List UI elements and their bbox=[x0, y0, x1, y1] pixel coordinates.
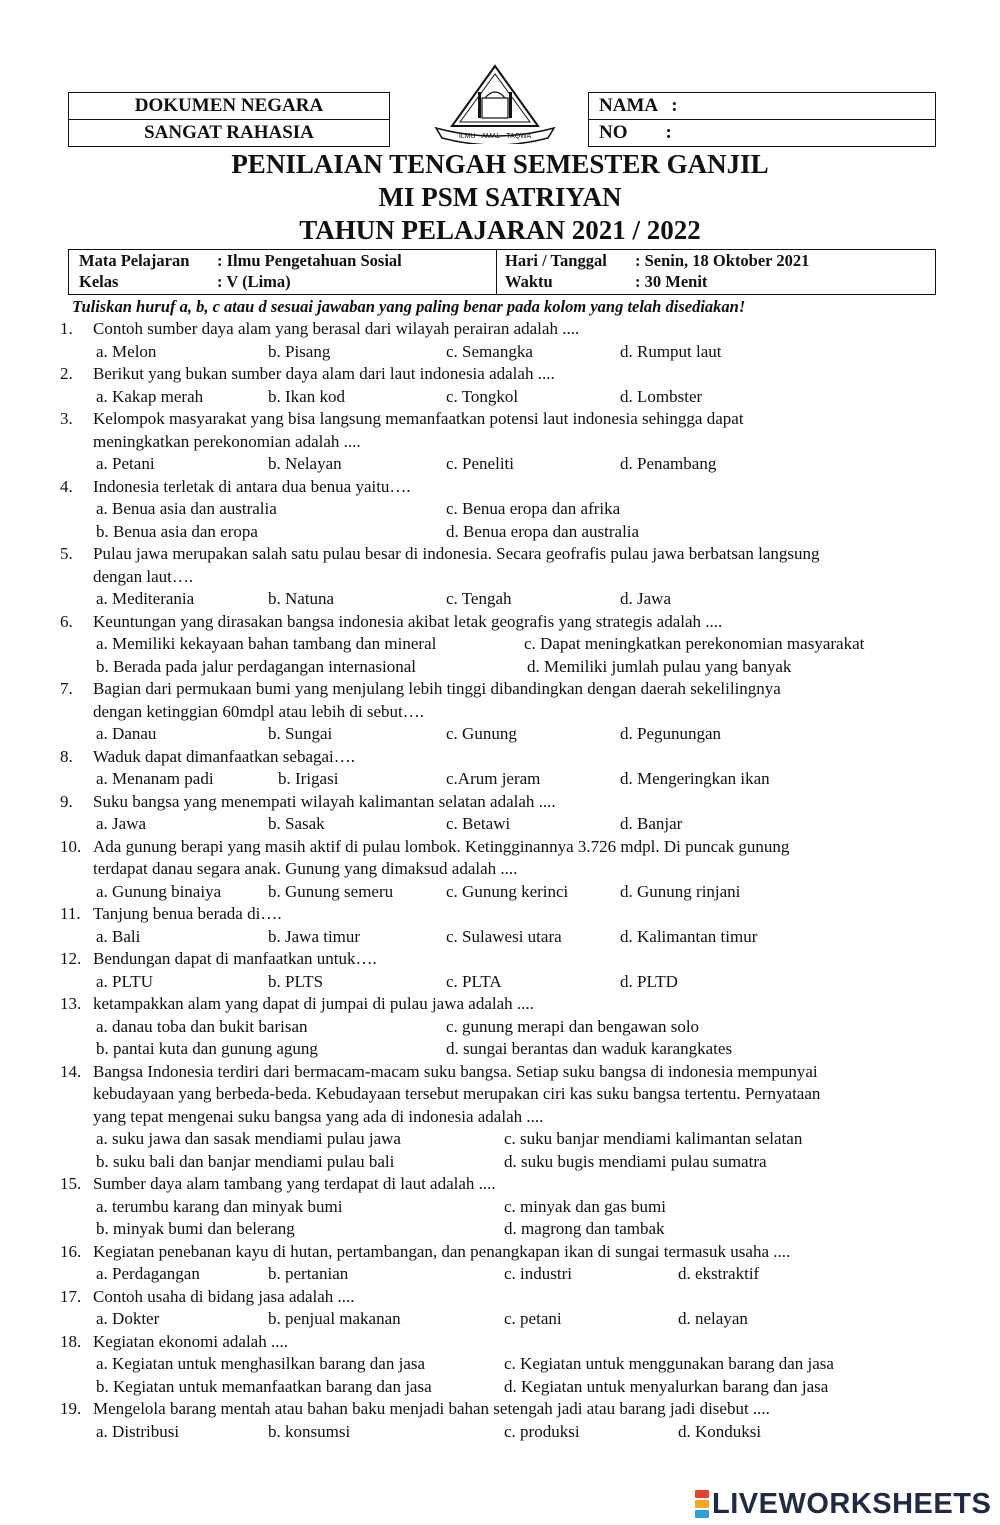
answer-option[interactable]: a. terumbu karang dan minyak bumi bbox=[96, 1196, 343, 1216]
question-text bbox=[60, 948, 950, 971]
question-line: Waduk dapat dimanfaatkan sebagai…. bbox=[93, 746, 356, 766]
date-value: : Senin, 18 Oktober 2021 bbox=[635, 251, 810, 270]
answer-options-row bbox=[60, 588, 950, 611]
answer-options-row bbox=[60, 1308, 950, 1331]
answer-option[interactable]: c. Tengah bbox=[446, 589, 512, 608]
answer-option[interactable]: a. suku jawa dan sasak mendiami pulau jawa bbox=[96, 1129, 401, 1148]
mark-bar bbox=[695, 1490, 709, 1498]
answer-options-row bbox=[60, 633, 950, 656]
answer-option[interactable]: a. Melon bbox=[96, 341, 157, 361]
answer-option[interactable]: c. minyak dan gas bumi bbox=[504, 1196, 666, 1216]
question-text bbox=[60, 858, 950, 881]
question-number: 3. bbox=[60, 409, 73, 428]
question-line: kebudayaan yang berbeda-beda. Kebudayaan tersebut merupakan ciri kas suku bangsa tertentu. Pernyataan bbox=[93, 1084, 821, 1103]
liveworksheets-mark-icon bbox=[695, 1489, 709, 1519]
answer-option[interactable]: c. Gunung bbox=[446, 724, 517, 743]
question-number: 6. bbox=[60, 611, 73, 631]
question-number: 17. bbox=[60, 1286, 82, 1306]
answer-option[interactable]: d. Kegiatan untuk menyalurkan barang dan jasa bbox=[504, 1376, 829, 1396]
answer-option[interactable]: b. penjual makanan bbox=[268, 1309, 401, 1328]
answer-option[interactable]: a. Gunung binaiya bbox=[96, 881, 222, 901]
answer-option[interactable]: d. PLTD bbox=[620, 971, 678, 991]
question-line: dengan ketinggian 60mdpl atau lebih di sebut…. bbox=[93, 701, 424, 721]
answer-options-row bbox=[60, 521, 950, 544]
answer-option[interactable]: c. Semangka bbox=[446, 341, 533, 361]
answer-option[interactable]: c. industri bbox=[504, 1264, 572, 1283]
answer-option[interactable]: c. Tongkol bbox=[446, 386, 519, 406]
answer-option[interactable]: d. Lombster bbox=[620, 386, 703, 406]
answer-option[interactable]: b. Berada pada jalur perdagangan internasional bbox=[96, 656, 417, 676]
question-text bbox=[60, 1331, 950, 1354]
exam-info-table bbox=[68, 249, 936, 295]
time-label: Waktu bbox=[505, 272, 553, 291]
question-number: 18. bbox=[60, 1331, 82, 1351]
question-number: 10. bbox=[60, 836, 82, 856]
question-number: 7. bbox=[60, 679, 73, 698]
answer-options-row bbox=[60, 1196, 950, 1219]
answer-options-row bbox=[60, 1353, 950, 1376]
answer-options-row bbox=[60, 386, 950, 409]
student-info-box bbox=[588, 92, 936, 147]
question-line: Ada gunung berapi yang masih aktif di pulau lombok. Ketingginannya 3.726 mdpl. Di puncak gunung bbox=[93, 836, 790, 856]
answer-option[interactable]: d. Kalimantan timur bbox=[620, 926, 758, 946]
answer-option[interactable]: a. Menanam padi bbox=[96, 769, 214, 788]
question-line: Bagian dari permukaan bumi yang menjulang lebih tinggi dibandingkan dengan daerah sekelilingnya bbox=[93, 679, 781, 698]
question-number: 15. bbox=[60, 1174, 82, 1193]
question-text bbox=[60, 993, 950, 1016]
question-line: Contoh sumber daya alam yang berasal dari wilayah perairan adalah .... bbox=[93, 319, 580, 338]
info-left bbox=[79, 250, 402, 294]
question-number: 14. bbox=[60, 1061, 82, 1081]
answer-option[interactable]: d. Pegunungan bbox=[620, 724, 722, 743]
exam-title: PENILAIAN TENGAH SEMESTER GANJIL bbox=[231, 149, 769, 179]
name-field[interactable]: NAMA : bbox=[599, 95, 678, 116]
question-number: 16. bbox=[60, 1241, 82, 1261]
time-value: : 30 Menit bbox=[635, 272, 708, 291]
answer-option[interactable]: b. pertanian bbox=[268, 1264, 349, 1283]
mark-bar bbox=[695, 1500, 709, 1508]
class-label: Kelas bbox=[79, 272, 119, 291]
question-text bbox=[60, 678, 950, 701]
answer-options-row bbox=[60, 1151, 950, 1174]
answer-option[interactable]: a. Distribusi bbox=[96, 1421, 180, 1441]
answer-option[interactable]: d. Rumput laut bbox=[620, 341, 722, 361]
answer-option[interactable]: c. suku banjar mendiami kalimantan selatan bbox=[504, 1129, 803, 1148]
question-text bbox=[60, 701, 950, 724]
answer-option[interactable]: b. Sasak bbox=[268, 814, 325, 833]
question-text bbox=[60, 1083, 950, 1106]
question-number: 12. bbox=[60, 949, 82, 968]
answer-option[interactable]: a. Kakap merah bbox=[96, 386, 204, 406]
answer-option[interactable]: a. Benua asia dan australia bbox=[96, 499, 277, 518]
answer-option[interactable]: b. Natuna bbox=[268, 589, 335, 608]
answer-options-row bbox=[60, 723, 950, 746]
question-line: Kegiatan ekonomi adalah .... bbox=[93, 1331, 288, 1351]
answer-option[interactable]: d. Jawa bbox=[620, 589, 671, 608]
answer-options-row bbox=[60, 1263, 950, 1286]
answer-option[interactable]: c. Benua eropa dan afrika bbox=[446, 499, 621, 518]
answer-options-row bbox=[60, 1421, 950, 1444]
question-list bbox=[60, 318, 950, 1443]
answer-option[interactable]: c.Arum jeram bbox=[446, 769, 541, 788]
answer-option[interactable]: a. Memiliki kekayaan bahan tambang dan mineral bbox=[96, 634, 437, 653]
answer-option[interactable]: c. gunung merapi dan bengawan solo bbox=[446, 1016, 700, 1036]
question-line: Kelompok masyarakat yang bisa langsung memanfaatkan potensi laut indonesia sehingga dapat bbox=[93, 409, 744, 428]
answer-options-row bbox=[60, 971, 950, 994]
answer-option[interactable]: b. Irigasi bbox=[278, 769, 339, 788]
answer-options-row bbox=[60, 1218, 950, 1241]
question-text bbox=[60, 1286, 950, 1309]
answer-options-row bbox=[60, 498, 950, 521]
answer-option[interactable]: a. Bali bbox=[96, 926, 141, 946]
answer-options-row bbox=[60, 926, 950, 949]
answer-option[interactable]: d. Mengeringkan ikan bbox=[620, 769, 770, 788]
answer-option[interactable]: d. Banjar bbox=[620, 814, 683, 833]
question-line: meningkatkan perekonomian adalah .... bbox=[93, 431, 361, 451]
question-text bbox=[60, 408, 950, 431]
answer-option[interactable]: b. pantai kuta dan gunung agung bbox=[96, 1039, 318, 1058]
answer-option[interactable]: d. sungai berantas dan waduk karangkates bbox=[446, 1039, 733, 1058]
question-line: Pulau jawa merupakan salah satu pulau besar di indonesia. Secara geofrafis pulau jawa berbatsan langsung bbox=[93, 544, 820, 563]
question-text bbox=[60, 476, 950, 499]
answer-option[interactable]: d. Penambang bbox=[620, 454, 717, 473]
answer-option[interactable]: a. Jawa bbox=[96, 814, 147, 833]
question-line: Berikut yang bukan sumber daya alam dari laut indonesia adalah .... bbox=[93, 364, 555, 383]
question-text bbox=[60, 791, 950, 814]
answer-option[interactable]: d. Memiliki jumlah pulau yang banyak bbox=[527, 656, 792, 676]
answer-option[interactable]: b. Kegiatan untuk memanfaatkan barang dan jasa bbox=[96, 1376, 432, 1396]
question-text bbox=[60, 1398, 950, 1421]
answer-option[interactable]: b. suku bali dan banjar mendiami pulau bali bbox=[96, 1151, 395, 1171]
exam-titles bbox=[0, 148, 1000, 247]
question-text bbox=[60, 1106, 950, 1129]
classification-box bbox=[68, 92, 390, 147]
school-name: MI PSM SATRIYAN bbox=[378, 182, 622, 212]
question-line: Suku bangsa yang menempati wilayah kalimantan selatan adalah .... bbox=[93, 791, 556, 811]
answer-option[interactable]: d. nelayan bbox=[678, 1309, 748, 1328]
question-number: 5. bbox=[60, 544, 73, 563]
question-line: Contoh usaha di bidang jasa adalah .... bbox=[93, 1286, 355, 1306]
question-text bbox=[60, 1061, 950, 1084]
liveworksheets-logo bbox=[695, 1486, 991, 1522]
question-text bbox=[60, 1173, 950, 1196]
subject-label: Mata Pelajaran bbox=[79, 251, 190, 270]
question-number: 2. bbox=[60, 364, 73, 383]
answer-option[interactable]: d. magrong dan tambak bbox=[504, 1219, 665, 1238]
answer-option[interactable]: a. PLTU bbox=[96, 971, 153, 991]
question-text bbox=[60, 543, 950, 566]
answer-option[interactable]: a. Perdagangan bbox=[96, 1264, 200, 1283]
question-text bbox=[60, 746, 950, 769]
question-line: ketampakkan alam yang dapat di jumpai di pulau jawa adalah .... bbox=[93, 994, 534, 1013]
answer-option[interactable]: a. Dokter bbox=[96, 1309, 160, 1328]
info-right bbox=[496, 250, 810, 294]
number-field[interactable]: NO : bbox=[589, 119, 935, 145]
question-line: terdapat danau segara anak. Gunung yang dimaksud adalah .... bbox=[93, 859, 518, 878]
classification-line-2: SANGAT RAHASIA bbox=[69, 119, 389, 145]
answer-option[interactable]: a. Kegiatan untuk menghasilkan barang dan jasa bbox=[96, 1354, 426, 1373]
answer-options-row bbox=[60, 1376, 950, 1399]
answer-option[interactable]: b. Benua asia dan eropa bbox=[96, 521, 258, 541]
question-line: dengan laut…. bbox=[93, 566, 194, 586]
answer-option[interactable]: a. Mediterania bbox=[96, 589, 195, 608]
question-number: 8. bbox=[60, 746, 73, 766]
answer-option[interactable]: b. Pisang bbox=[268, 341, 331, 361]
question-line: Bangsa Indonesia terdiri dari bermacam-macam suku bangsa. Setiap suku bangsa di indonesia mempunyai bbox=[93, 1061, 818, 1081]
question-line: Sumber daya alam tambang yang terdapat di laut adalah .... bbox=[93, 1174, 496, 1193]
answer-options-row bbox=[60, 881, 950, 904]
question-line: Keuntungan yang dirasakan bangsa indonesia akibat letak geografis yang strategis adalah .... bbox=[93, 611, 723, 631]
question-text bbox=[60, 363, 950, 386]
question-number: 11. bbox=[60, 904, 81, 923]
question-text bbox=[60, 1241, 950, 1264]
question-line: Tanjung benua berada di…. bbox=[93, 904, 282, 923]
answer-options-row bbox=[60, 768, 950, 791]
answer-options-row bbox=[60, 453, 950, 476]
question-text bbox=[60, 611, 950, 634]
answer-option[interactable]: b. Ikan kod bbox=[268, 386, 345, 406]
question-text bbox=[60, 566, 950, 589]
question-number: 19. bbox=[60, 1399, 82, 1418]
subject-value: : Ilmu Pengetahuan Sosial bbox=[217, 251, 402, 270]
answer-options-row bbox=[60, 1128, 950, 1151]
answer-option[interactable]: c. Sulawesi utara bbox=[446, 926, 562, 946]
class-value: : V (Lima) bbox=[217, 272, 291, 291]
question-text bbox=[60, 903, 950, 926]
answer-options-row bbox=[60, 1016, 950, 1039]
answer-option[interactable]: c. Gunung kerinci bbox=[446, 881, 569, 901]
answer-option[interactable]: c. Betawi bbox=[446, 814, 511, 833]
liveworksheets-brand: LIVEWORKSHEETS bbox=[712, 1487, 992, 1520]
question-number: 13. bbox=[60, 994, 82, 1013]
answer-options-row bbox=[60, 1038, 950, 1061]
answer-option[interactable]: d. suku bugis mendiami pulau sumatra bbox=[504, 1151, 767, 1171]
answer-option[interactable]: b. Jawa timur bbox=[268, 926, 361, 946]
answer-option[interactable]: d. ekstraktif bbox=[678, 1264, 760, 1283]
answer-options-row bbox=[60, 813, 950, 836]
instruction: Tuliskan huruf a, b, c atau d sesuai jawaban yang paling benar pada kolom yang telah disediakan! bbox=[72, 297, 746, 316]
question-line: yang tepat mengenai suku bangsa yang ada di indonesia adalah .... bbox=[93, 1106, 544, 1126]
classification-line-1: DOKUMEN NEGARA bbox=[134, 95, 324, 116]
answer-option[interactable]: b. minyak bumi dan belerang bbox=[96, 1219, 295, 1238]
question-text bbox=[60, 836, 950, 859]
answer-option[interactable]: c. Peneliti bbox=[446, 454, 514, 473]
answer-option[interactable]: b. Sungai bbox=[268, 724, 333, 743]
answer-option[interactable]: d. Konduksi bbox=[678, 1421, 762, 1441]
question-number: 1. bbox=[60, 319, 73, 338]
answer-option[interactable]: a. Petani bbox=[96, 454, 155, 473]
answer-option[interactable]: c. produksi bbox=[504, 1421, 580, 1441]
academic-year: TAHUN PELAJARAN 2021 / 2022 bbox=[299, 215, 701, 245]
question-number: 4. bbox=[60, 476, 73, 496]
answer-option[interactable]: b. Gunung semeru bbox=[268, 881, 394, 901]
answer-options-row bbox=[60, 656, 950, 679]
question-line: Indonesia terletak di antara dua benua yaitu…. bbox=[93, 476, 411, 496]
answer-option[interactable]: c. Dapat meningkatkan perekonomian masyarakat bbox=[524, 634, 865, 653]
mark-bar bbox=[695, 1510, 709, 1518]
answer-option[interactable]: c. petani bbox=[504, 1309, 562, 1328]
date-label: Hari / Tanggal bbox=[505, 251, 607, 270]
answer-option[interactable]: c. Kegiatan untuk menggunakan barang dan jasa bbox=[504, 1354, 834, 1373]
question-text bbox=[60, 318, 950, 341]
answer-option[interactable]: a. Danau bbox=[96, 724, 157, 743]
answer-option[interactable]: b. konsumsi bbox=[268, 1421, 351, 1441]
question-text bbox=[60, 431, 950, 454]
school-logo bbox=[430, 62, 560, 144]
answer-option[interactable]: d. Gunung rinjani bbox=[620, 881, 741, 901]
answer-option[interactable]: a. danau toba dan bukit barisan bbox=[96, 1016, 308, 1036]
answer-option[interactable]: d. Benua eropa dan australia bbox=[446, 521, 640, 541]
question-line: Bendungan dapat di manfaatkan untuk…. bbox=[93, 949, 377, 968]
answer-option[interactable]: b. Nelayan bbox=[268, 454, 342, 473]
logo-motto: ILMU - AMAL - TAQWA bbox=[458, 133, 532, 140]
answer-option[interactable]: b. PLTS bbox=[268, 971, 324, 991]
answer-option[interactable]: c. PLTA bbox=[446, 971, 502, 991]
question-line: Mengelola barang mentah atau bahan baku menjadi bahan setengah jadi atau barang jadi disebut .... bbox=[93, 1399, 770, 1418]
question-line: Kegiatan penebanan kayu di hutan, pertambangan, dan penangkapan ikan di sungai termasuk usaha .... bbox=[93, 1241, 791, 1261]
question-number: 9. bbox=[60, 791, 73, 811]
answer-options-row bbox=[60, 341, 950, 364]
